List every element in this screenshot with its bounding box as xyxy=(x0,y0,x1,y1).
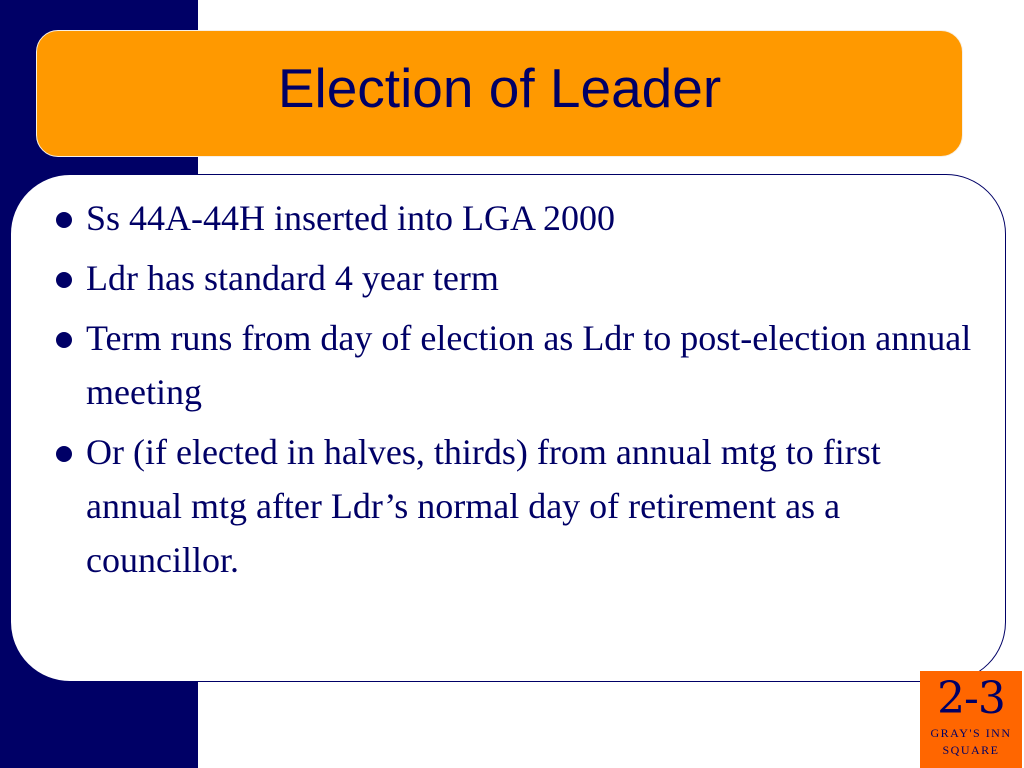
bullet-list xyxy=(51,191,981,593)
bullet-text: Ldr has standard 4 year term xyxy=(86,258,499,298)
bullet-item xyxy=(51,311,981,419)
bullet-text: Term runs from day of election as Ldr to post-election annual meeting xyxy=(86,318,972,412)
bullet-dot-icon xyxy=(56,272,72,288)
grays-inn-square-logo xyxy=(920,671,1022,768)
logo-line-1: GRAY'S INN xyxy=(930,726,1012,740)
bullet-item xyxy=(51,425,981,587)
bullet-text: Or (if elected in halves, thirds) from annual mtg to first annual mtg after Ldr’s normal day of retirement as a councillor. xyxy=(86,432,881,580)
logo-line-2: SQUARE xyxy=(942,743,1000,757)
title-banner xyxy=(36,30,963,157)
bullet-dot-icon xyxy=(56,446,72,462)
bullet-dot-icon xyxy=(56,212,72,228)
bullet-item xyxy=(51,251,981,305)
slide-title: Election of Leader xyxy=(277,57,722,119)
bullet-dot-icon xyxy=(56,332,72,348)
content-panel xyxy=(10,174,1006,682)
bullet-item xyxy=(51,191,981,245)
bullet-text: Ss 44A-44H inserted into LGA 2000 xyxy=(86,198,615,238)
logo-number: 2-3 xyxy=(937,673,1005,724)
